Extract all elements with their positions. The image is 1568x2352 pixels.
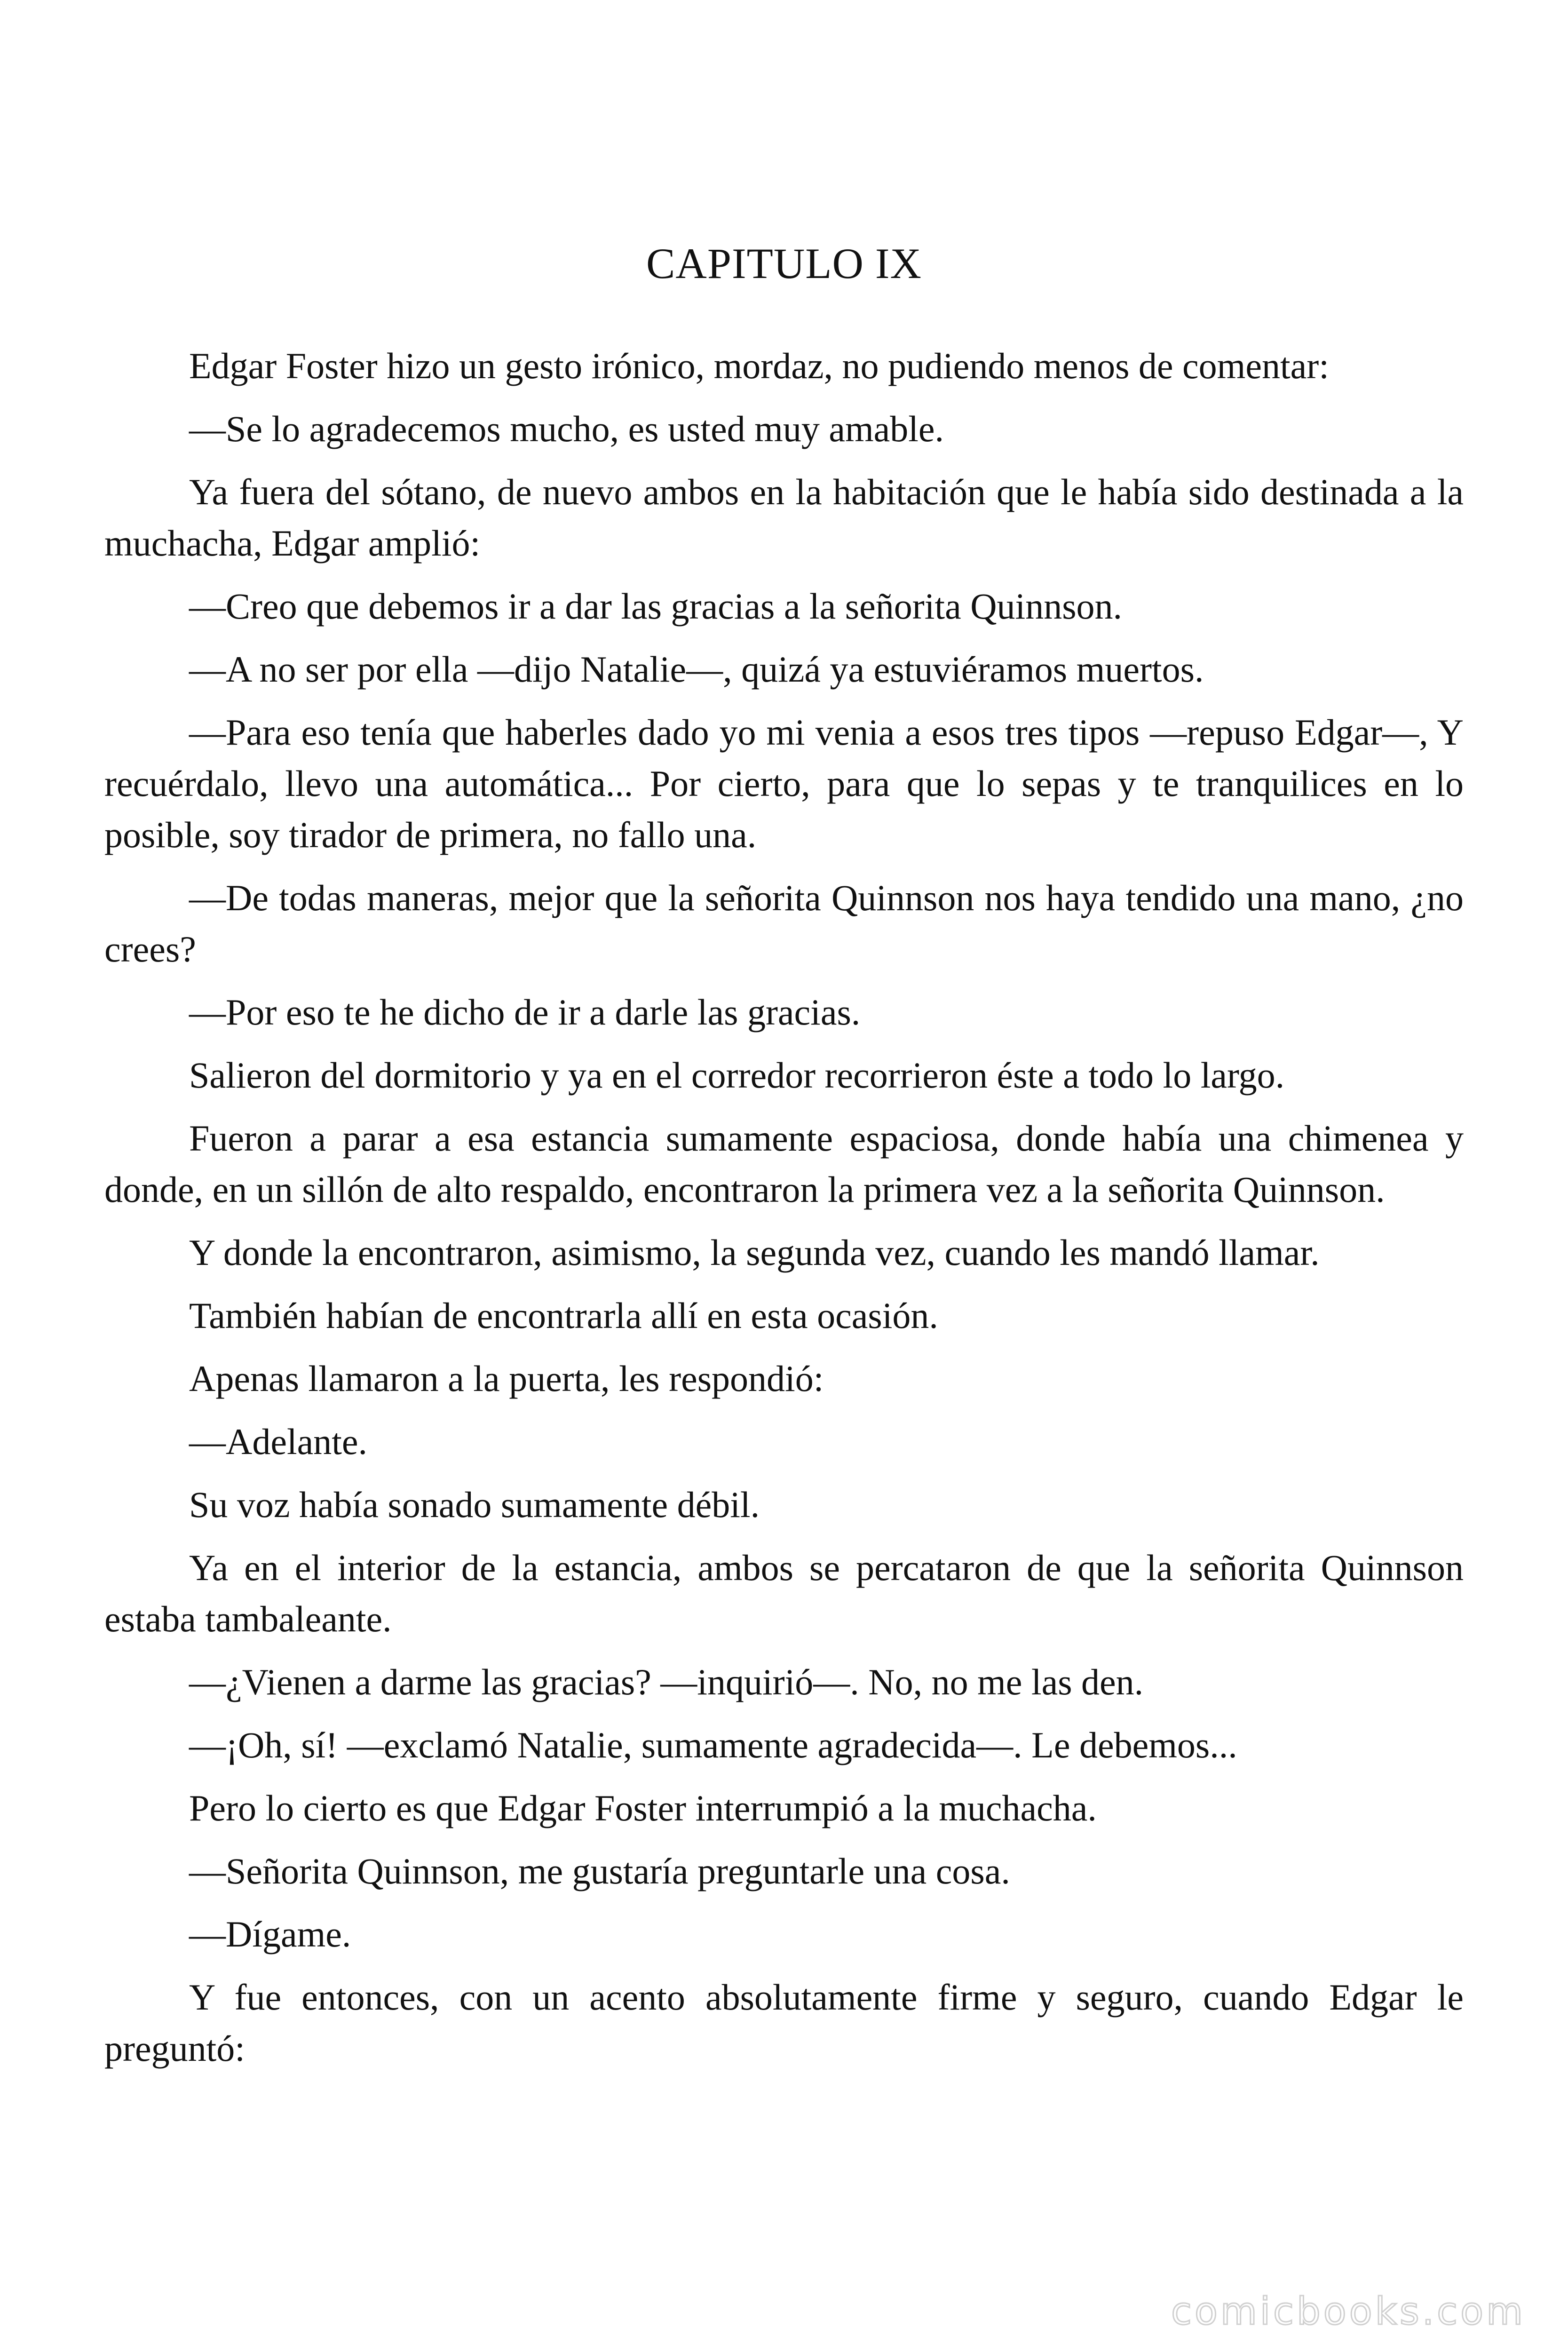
paragraph: Fueron a parar a esa estancia sumamente espaciosa, donde había una chimenea y donde, en un sillón de alto respaldo, encontraron la primera vez a la señorita Quinnson. — [104, 1118, 1464, 1210]
paragraph: —Por eso te he dicho de ir a darle las gracias. — [189, 992, 861, 1033]
paragraph: —A no ser por ella —dijo Natalie—, quizá ya estuviéramos muertos. — [189, 649, 1204, 690]
paragraph: —Creo que debemos ir a dar las gracias a la señorita Quinnson. — [189, 586, 1123, 627]
paragraph: Y fue entonces, con un acento absolutamente firme y seguro, cuando Edgar le preguntó: — [104, 1977, 1464, 2069]
paragraph: —¡Oh, sí! —exclamó Natalie, sumamente agradecida—. Le debemos... — [189, 1724, 1237, 1766]
paragraph: Ya en el interior de la estancia, ambos se percataron de que la señorita Quinnson estaba tambaleante. — [104, 1547, 1464, 1640]
paragraph: Apenas llamaron a la puerta, les respondió: — [189, 1358, 824, 1399]
paragraph: —Señorita Quinnson, me gustaría preguntarle una cosa. — [189, 1851, 1010, 1892]
paragraph: También habían de encontrarla allí en esta ocasión. — [189, 1295, 938, 1336]
paragraph: —Para eso tenía que haberles dado yo mi venia a esos tres tipos —repuso Edgar—, Y recuérdalo, llevo una automática... Por cierto, para que lo sepas y te tranquilices en lo posible, soy tirador de primera, no fallo una. — [104, 712, 1464, 856]
book-page — [104, 238, 1464, 2086]
chapter-title: CAPITULO IX — [646, 239, 922, 287]
paragraph: Salieron del dormitorio y ya en el corredor recorrieron éste a todo lo largo. — [189, 1055, 1285, 1096]
paragraph: Su voz había sonado sumamente débil. — [189, 1484, 760, 1526]
paragraph: —Adelante. — [189, 1421, 368, 1462]
watermark: comicbooks.com — [1171, 2289, 1526, 2333]
paragraph: —¿Vienen a darme las gracias? —inquirió—. No, no me las den. — [189, 1661, 1144, 1703]
paragraph: Edgar Foster hizo un gesto irónico, mordaz, no pudiendo menos de comentar: — [189, 345, 1329, 387]
paragraph: Pero lo cierto es que Edgar Foster interrumpió a la muchacha. — [189, 1788, 1097, 1829]
paragraph: —Se lo agradecemos mucho, es usted muy amable. — [189, 408, 944, 450]
paragraph: Ya fuera del sótano, de nuevo ambos en la habitación que le había sido destinada a la muchacha, Edgar amplió: — [104, 471, 1464, 564]
paragraph: —Dígame. — [189, 1914, 351, 1955]
paragraph: Y donde la encontraron, asimismo, la segunda vez, cuando les mandó llamar. — [189, 1232, 1320, 1273]
paragraph: —De todas maneras, mejor que la señorita Quinnson nos haya tendido una mano, ¿no crees? — [104, 877, 1464, 970]
